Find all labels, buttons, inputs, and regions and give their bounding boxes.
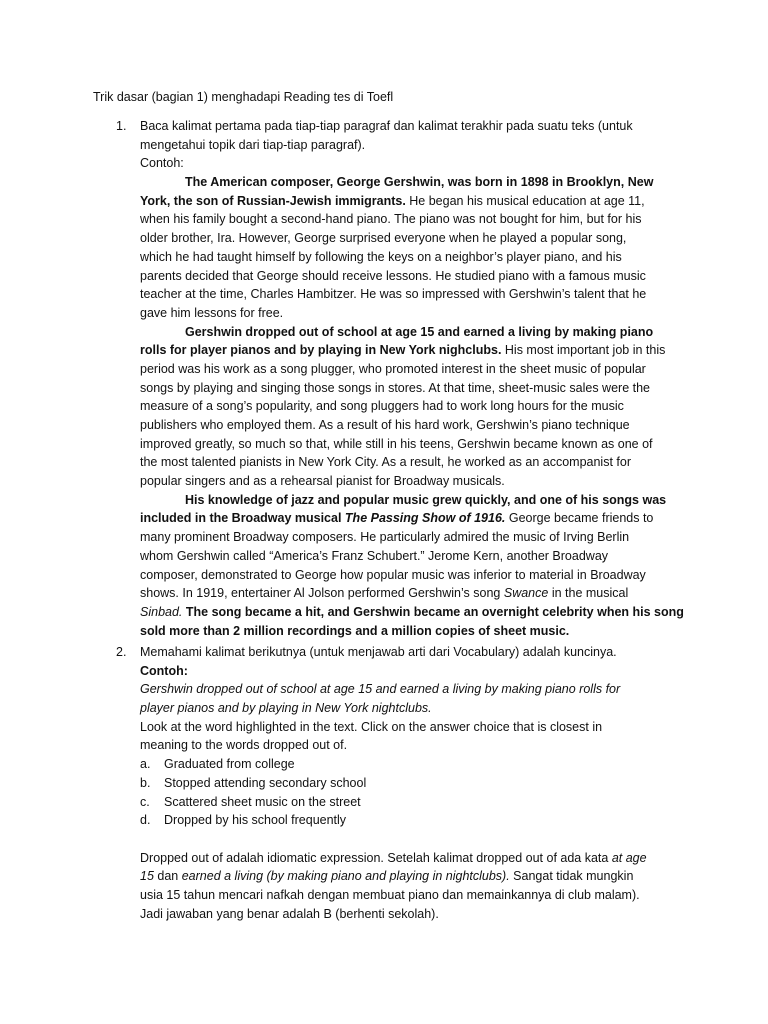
paragraph-line: His knowledge of jazz and popular music grew quickly, and one of his songs was (185, 492, 667, 507)
paragraph-line: The American composer, George Gershwin, was born in 1898 in Brooklyn, New (185, 175, 654, 190)
example-sentence: Gershwin dropped out of school at age 15 and earned a living by making piano rolls for (140, 682, 621, 697)
explanation-line: Dropped out of adalah idiomatic expression. Setelah kalimat dropped out of ada kata at age (140, 850, 647, 865)
paragraph-line: improved greatly, so much so that, while still in his teens, Gershwin became known as one of (140, 436, 653, 451)
item-1-number: 1. (116, 119, 127, 133)
paragraph-line: rolls for player pianos and by playing in New York nighclubs. His most important job in this (140, 343, 666, 358)
question-text: Look at the word highlighted in the text. Click on the answer choice that is closest in (140, 719, 603, 734)
item-2-number: 2. (116, 645, 127, 659)
paragraph-line: which he had taught himself by following the keys on a neighbor’s player piano, and his (140, 249, 622, 264)
paragraph-line: York, the son of Russian-Jewish immigrants. He began his musical education at age 11, (140, 193, 645, 208)
contoh-label: Contoh: (140, 663, 188, 678)
example-sentence: player pianos and by playing in New York nightclubs. (140, 701, 432, 716)
explanation-line: Jadi jawaban yang benar adalah B (berhenti sekolah). (140, 906, 439, 921)
paragraph-line: many prominent Broadway composers. He particularly admired the music of Irving Berlin (140, 530, 630, 545)
paragraph-line: when his family bought a second-hand piano. The piano was not bought for him, but for his (140, 212, 642, 227)
item-1-text: Baca kalimat pertama pada tiap-tiap paragraf dan kalimat terakhir pada suatu teks (untuk (140, 119, 633, 133)
contoh-label: Contoh: (140, 156, 184, 171)
item-1-content (140, 117, 684, 640)
paragraph-line: shows. In 1919, entertainer Al Jolson performed Gershwin’s song Swance in the musical (140, 586, 629, 601)
paragraph-line: Gershwin dropped out of school at age 15 and earned a living by making piano (185, 324, 654, 339)
paragraph-line: parents decided that George should receive lessons. He studied piano with a famous music (140, 268, 646, 283)
item-1-text: mengetahui topik dari tiap-tiap paragraf). (140, 137, 366, 152)
paragraph-line: composer, demonstrated to George how popular music was inferior to material in Broadway (140, 567, 646, 582)
paragraph-line: measure of a song’s popularity, and song pluggers had to work long hours for the music (140, 399, 624, 414)
paragraph-line: older brother, Ira. However, George surprised everyone when he played a popular song, (140, 231, 627, 246)
answer-option-a: a. Graduated from college (140, 757, 295, 772)
explanation-line: usia 15 tahun mencari nafkah dengan membuat piano dan memainkannya di club malam). (140, 887, 640, 902)
paragraph-line: songs by playing and singing those songs in stores. At that time, sheet-music sales were the (140, 380, 650, 395)
document-title: Trik dasar (bagian 1) menghadapi Reading tes di Toefl (93, 90, 394, 104)
paragraph-line: whom Gershwin called “America’s Franz Schubert.” Jerome Kern, another Broadway (140, 548, 609, 563)
paragraph-line: sold more than 2 million recordings and a million copies of sheet music. (140, 623, 570, 638)
explanation-line: 15 dan earned a living (by making piano and playing in nightclubs). Sangat tidak mungkin (140, 869, 634, 884)
paragraph-line: Sinbad. The song became a hit, and Gershwin became an overnight celebrity when his song (140, 604, 684, 619)
item-2-text: Memahami kalimat berikutnya (untuk menjawab arti dari Vocabulary) adalah kuncinya. (140, 645, 617, 659)
paragraph-line: included in the Broadway musical The Passing Show of 1916. George became friends to (140, 511, 654, 526)
paragraph-line: the most talented pianists in New York City. As a result, he worked as an accompanist for (140, 455, 631, 470)
paragraph-line: publishers who employed them. As a result of his hard work, Gershwin’s piano technique (140, 418, 630, 432)
question-text: meaning to the words dropped out of. (140, 738, 348, 753)
paragraph-line: popular singers and as a rehearsal pianist for Broadway musicals. (140, 474, 505, 489)
paragraph-line: period was his work as a song plugger, who promoted interest in the sheet music of popular (140, 361, 646, 376)
answer-option-b: b. Stopped attending secondary school (140, 775, 367, 790)
paragraph-line: teacher at the time, Charles Hambitzer. He was so impressed with Gershwin’s talent that he (140, 287, 647, 302)
answer-option-c: c. Scattered sheet music on the street (140, 794, 361, 809)
paragraph-line: gave him lessons for free. (140, 305, 284, 320)
answer-option-d: d. Dropped by his school frequently (140, 813, 347, 828)
item-2-content (140, 643, 675, 923)
